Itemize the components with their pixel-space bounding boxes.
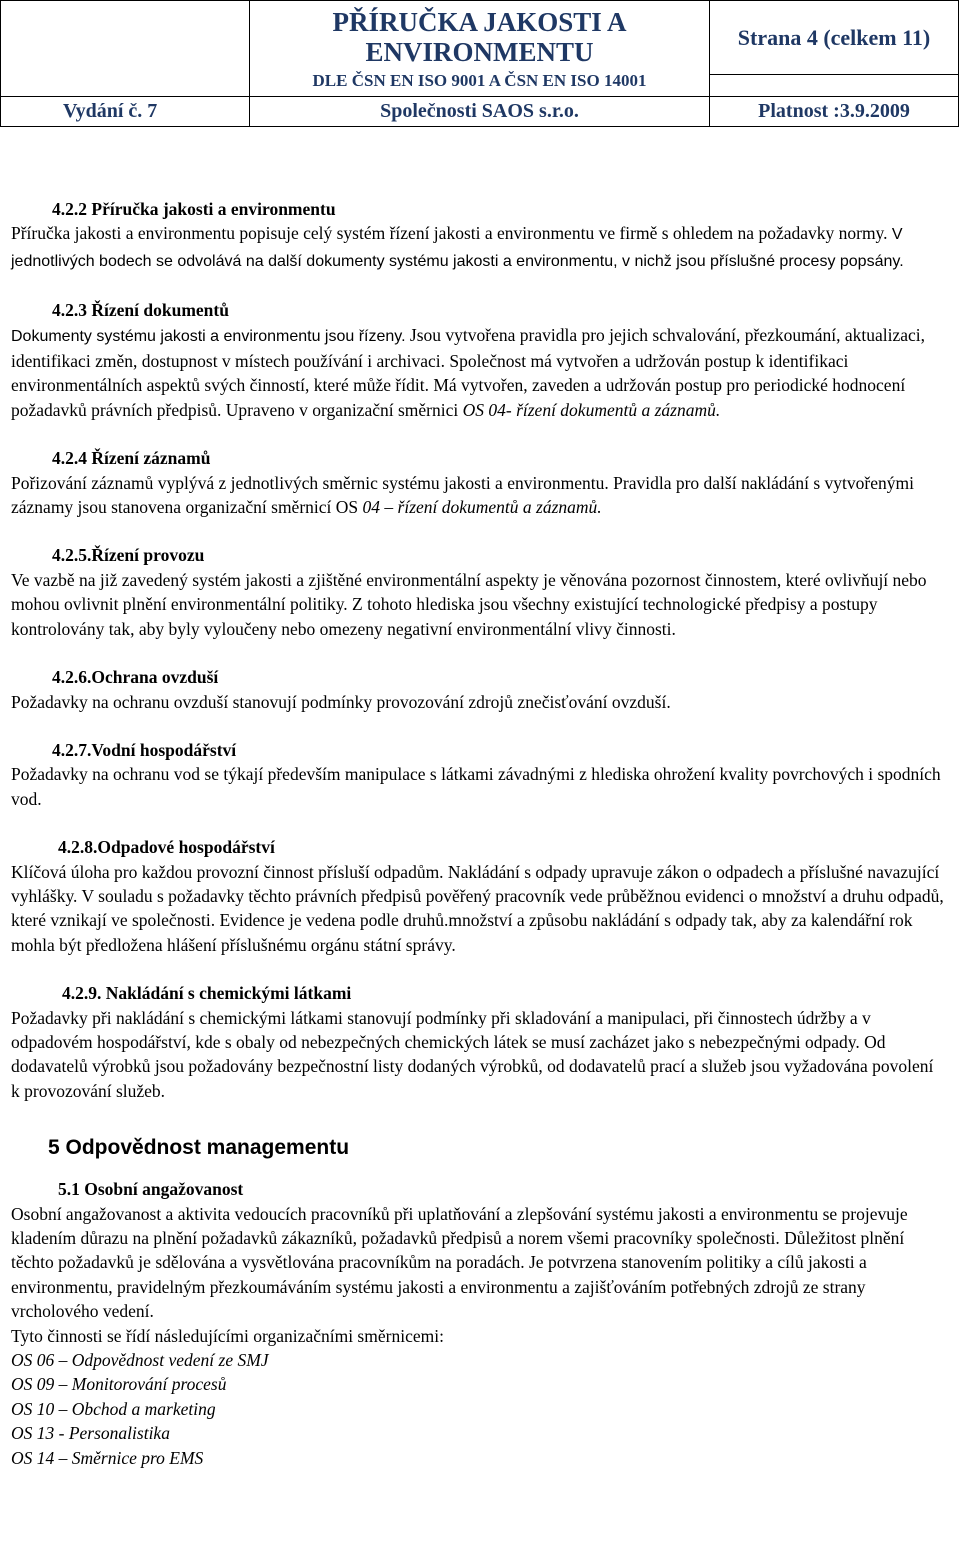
- chapter-heading-5: 5 Odpovědnost managementu: [48, 1136, 350, 1160]
- paragraph: Ve vazbě na již zavedený systém jakosti a zjištěné environmentální aspekty je věnována pozornost činnostem, které ovlivňují nebo mohou ovlivnit plnění environmentální politiky. Z tohoto hlediska jsou všechny existující technologické předpisy a postupy kontrolovány tak, aby byly vyloučeny nebo omezeny negativní environmentální vlivy činnosti.: [11, 569, 927, 639]
- text: Příručka jakosti a environmentu popisuje celý systém řízení jakosti a environmentu ve firmě s ohledem na požadavky normy.: [11, 223, 888, 244]
- text: V jednotlivých bodech se odvolává na další dokumenty systému jakosti a environmentu, v nichž jsou příslušné procesy popsány.: [11, 226, 904, 270]
- header-validity: Platnost :3.9.2009: [709, 96, 959, 127]
- paragraph: Požadavky při nakládání s chemickými látkami stanovují podmínky při skladování a manipulaci, při činnostech údržby a v odpadovém hospodářství, kde s obaly od nebezpečných chemických látek se musí zacházet jako s nebezpečnými odpady. Od dodavatelů výrobků jsou požadovány bezpečnostní listy dodaných výrobků, od dodavatelů prací a služeb jsou vyžadována povolení k provozování služeb.: [11, 1007, 934, 1101]
- paragraph: Klíčová úloha pro každou provozní činnost přísluší odpadům. Nakládání s odpady upravuje zákon o odpadech a příslušné navazující vyhlášky. V souladu s požadavky těchto právních předpisů pověřený pracovník vede průběžnou evidenci o množství a druhu odpadů, které vznikají ve společnosti. Evidence je vedena podle druhů.množství a způsobu nakládání s odpady tak, aby za kalendářní rok mohla být předložena hlášení příslušnému orgánu státní správy.: [11, 861, 944, 955]
- text: Společnost má vytvořen a udržován postup k identifikaci environmentálních aspektů svých činností, které může řídit. Má vytvořen, zaveden a udržován postup pro periodické hodnocení požadavků právních předpisů. Upraveno v organizační směrnici: [11, 351, 906, 420]
- header-company: Společnosti SAOS s.r.o.: [249, 96, 710, 127]
- document-body: [11, 197, 946, 1470]
- list-item: OS 09 – Monitorování procesů: [11, 1374, 227, 1395]
- header-title-line1: PŘÍRUČKA JAKOSTI A: [332, 7, 627, 37]
- header-title-line3: DLE ČSN EN ISO 9001 A ČSN EN ISO 14001: [312, 71, 647, 90]
- list-item: OS 10 – Obchod a marketing: [11, 1398, 216, 1419]
- section-heading-4-2-6: 4.2.6.Ochrana ovzduší: [52, 667, 219, 688]
- text: Pořizování záznamů vyplývá z jednotlivých směrnic systému jakosti a environmentu. Pravidla pro další nakládání s vytvořenými záznamy jsou stanovena organizační směrnicí OS: [11, 472, 914, 518]
- header-page-number: Strana 4 (celkem 11): [709, 0, 959, 75]
- paragraph: [11, 471, 946, 520]
- paragraph: Tyto činnosti se řídí následujícími organizačními směrnicemi:: [11, 1325, 444, 1346]
- text: Dokumenty systému jakosti a environmentu jsou řízeny.: [11, 327, 406, 345]
- header-title-cell: [249, 0, 710, 97]
- section-heading-4-2-3: 4.2.3 Řízení dokumentů: [52, 300, 229, 321]
- section-heading-5-1: 5.1 Osobní angažovanost: [58, 1179, 244, 1200]
- section-heading-4-2-4: 4.2.4 Řízení záznamů: [52, 448, 211, 469]
- header-empty-cell: [709, 74, 959, 97]
- directive-reference: 04 – řízení dokumentů a záznamů.: [362, 497, 602, 518]
- section-heading-4-2-9: 4.2.9. Nakládání s chemickými látkami: [62, 983, 352, 1004]
- list-item: OS 14 – Směrnice pro EMS: [11, 1447, 204, 1468]
- section-heading-4-2-5: 4.2.5.Řízení provozu: [52, 545, 205, 566]
- section-heading-4-2-2: 4.2.2 Příručka jakosti a environmentu: [52, 199, 336, 219]
- section-heading-4-2-8: 4.2.8.Odpadové hospodářství: [58, 837, 275, 858]
- paragraph: [11, 323, 946, 423]
- header-edition: Vydání č. 7: [0, 96, 250, 127]
- list-item: OS 13 - Personalistika: [11, 1423, 170, 1444]
- header-title-line2: ENVIRONMENTU: [365, 37, 594, 67]
- list-item: OS 06 – Odpovědnost vedení ze SMJ: [11, 1350, 269, 1371]
- section-heading-4-2-7: 4.2.7.Vodní hospodářství: [52, 739, 237, 760]
- header-logo-cell: [0, 0, 250, 97]
- paragraph: Požadavky na ochranu vod se týkají především manipulace s látkami závadnými z hlediska ohrožení kvality povrchových i spodních vod.: [11, 764, 941, 809]
- directive-reference: OS 04- řízení dokumentů a záznamů.: [462, 399, 721, 420]
- document-header: [0, 0, 959, 127]
- text: Jsou vytvořena pravidla pro jejich schvalování, přezkoumání, aktualizaci, identifikaci změn, dostupnost v místech používání i archivaci.: [11, 324, 926, 372]
- paragraph: [11, 221, 946, 274]
- paragraph: Požadavky na ochranu ovzduší stanovují podmínky provozování zdrojů znečisťování ovzduší.: [11, 691, 671, 712]
- paragraph: Osobní angažovanost a aktivita vedoucích pracovníků při uplatňování a zlepšování systému jakosti a environmentu se projevuje kladením důrazu na plnění požadavků zákazníků, požadavků předpisů a norem všemi pracovníky společnosti. Důležitost plnění těchto požadavků je sdělována a vysvětlována pracovníkům na poradách. Je potvrzena stanovením politiky a cílů jakosti a environmentu, pravidelným přezkoumáváním systému jakosti a environmentu a zajišťováním potřebných zdrojů ze strany vrcholového vedení.: [11, 1203, 908, 1322]
